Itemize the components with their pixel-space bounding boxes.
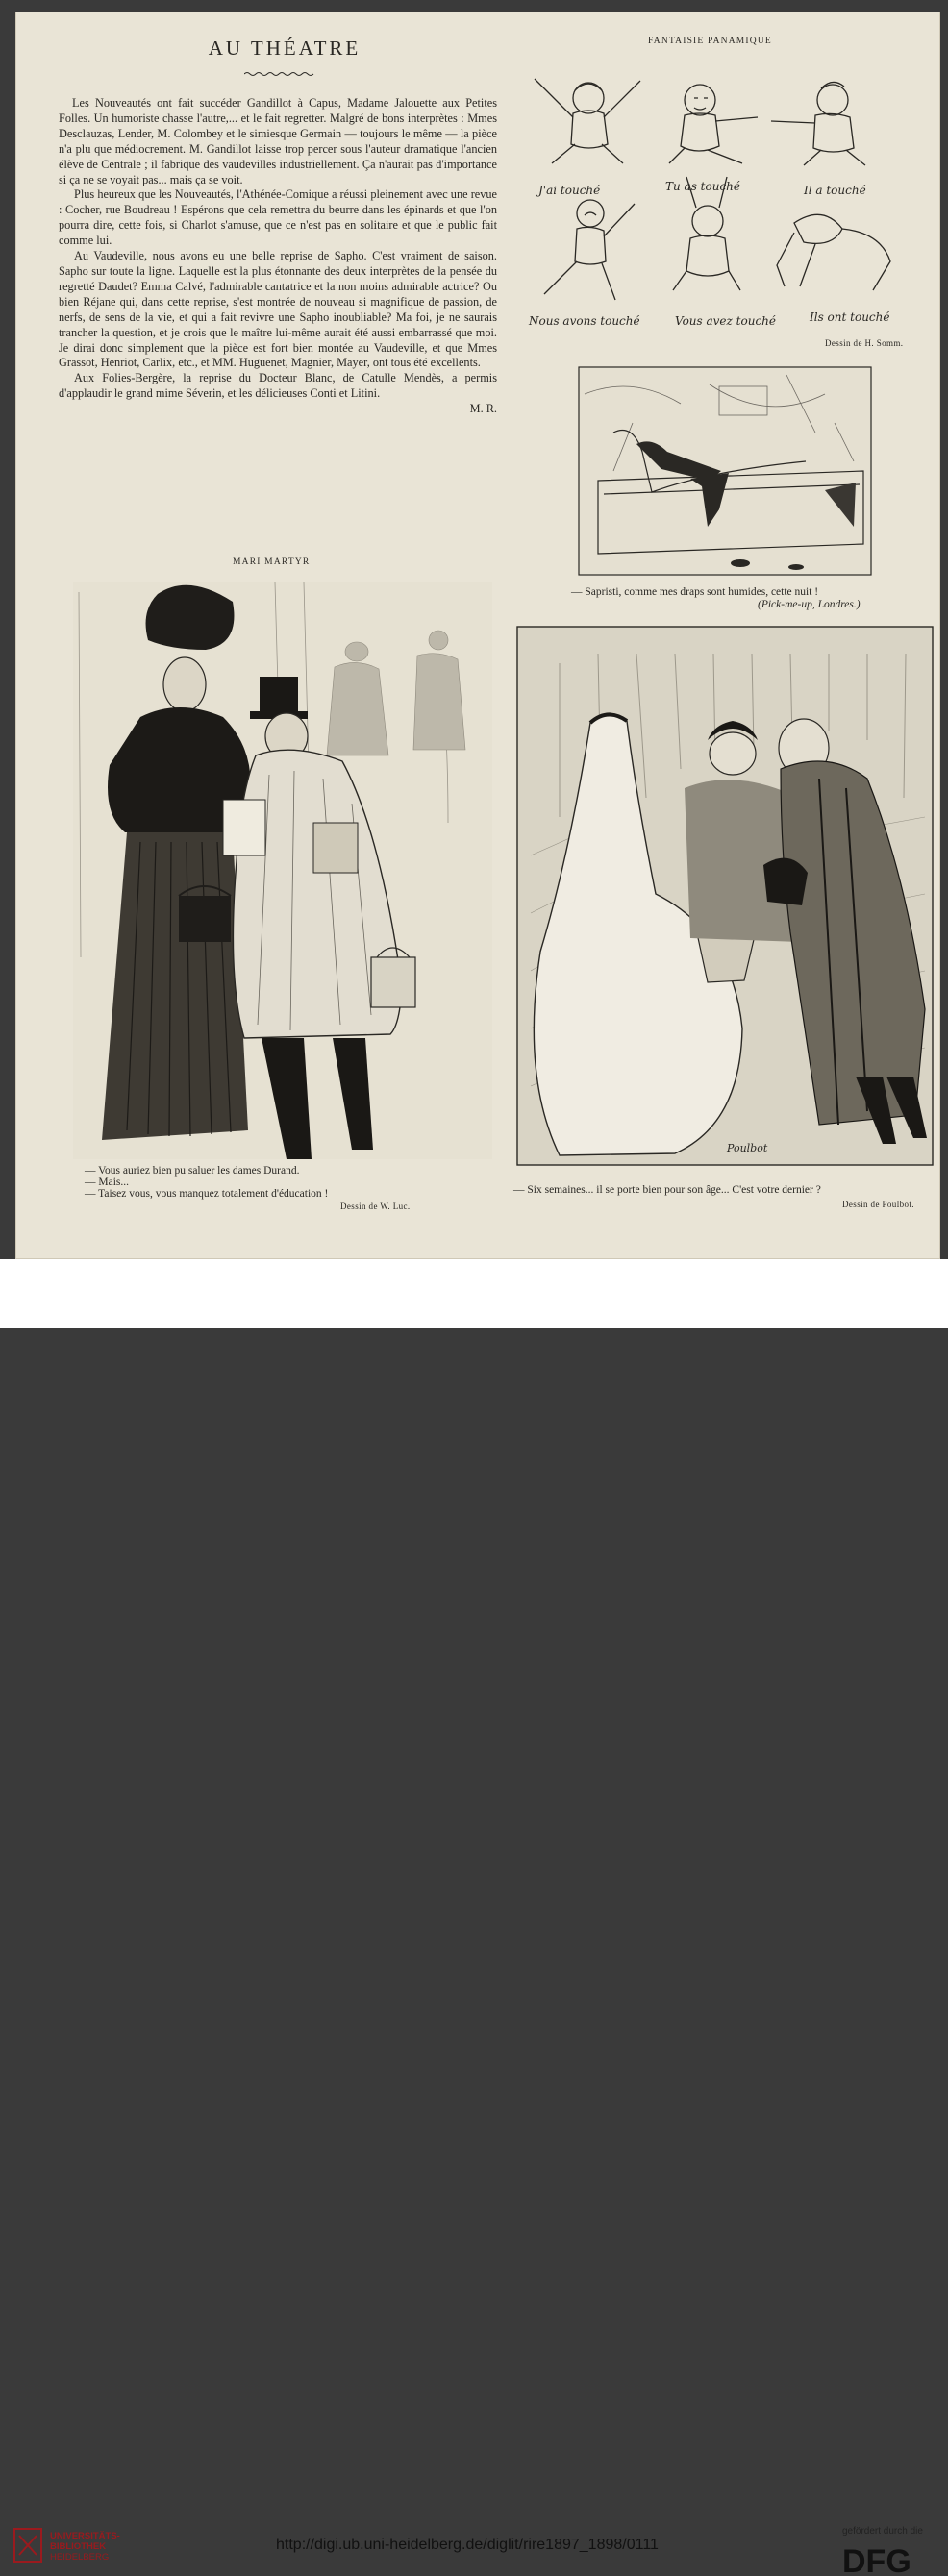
mari-heading: MARI MARTYR	[233, 557, 311, 567]
fantaisie-label: Il a touché	[804, 184, 866, 197]
article-title: AU THÉATRE	[208, 37, 362, 60]
fantaisie-heading: FANTAISIE PANAMIQUE	[648, 37, 772, 46]
fantaisie-sketch	[515, 60, 929, 338]
title-ornament	[244, 71, 317, 77]
institution-line: UNIVERSITÄTS-	[50, 2531, 120, 2541]
institution-line: BIBLIOTHEK	[50, 2541, 107, 2552]
mari-line: — Taisez vous, vous manquez totalement d'éducation !	[85, 1188, 329, 1200]
fantaisie-label: J'ai touché	[538, 184, 601, 197]
fantaisie-credit: Dessin de H. Somm.	[825, 338, 904, 348]
sapristi-source: (Pick-me-up, Londres.)	[758, 599, 861, 610]
article-body	[59, 96, 497, 417]
newspaper-page	[15, 12, 940, 1259]
fantaisie-label: Tu as touché	[665, 180, 740, 193]
fantaisie-label: Nous avons touché	[529, 314, 640, 328]
sapristi-illustration	[575, 365, 875, 579]
poulbot-credit: Dessin de Poulbot.	[842, 1200, 914, 1209]
dfg-logo-text: DFG	[842, 2543, 911, 2576]
institution-line: HEIDELBERG	[50, 2552, 110, 2563]
fantaisie-label: Ils ont touché	[810, 310, 890, 324]
article-paragraph: Aux Folies-Bergère, la reprise du Docteur Blanc, de Catulle Mendès, a permis d'applaudir le grand mime Séverin, et les délicieuses Conti et Litini.	[59, 371, 497, 401]
university-seal-icon	[13, 2528, 42, 2563]
mari-line: — Vous auriez bien pu saluer les dames Durand.	[85, 1165, 300, 1177]
mari-line: — Mais...	[85, 1177, 129, 1188]
fantaisie-label: Vous avez touché	[675, 314, 776, 328]
sapristi-caption: — Sapristi, comme mes draps sont humides, cette nuit !	[571, 586, 819, 598]
article-signature: M. R.	[469, 402, 497, 416]
permalink-url[interactable]: http://digi.ub.uni-heidelberg.de/diglit/rire1897_1898/0111	[276, 2537, 659, 2553]
dfg-logo-icon	[842, 2543, 935, 2576]
article-paragraph: Au Vaudeville, nous avons eu une belle reprise de Sapho. C'est vraiment de saison. Sapho sur toute la ligne. Laquelle est la plus étonnante des deux interprètes de la pensée du regretté Daudet? Emma Calvé, l'admirable cantatrice et la non moins admirable actrice? Ou bien Réjane qui, dans cette reprise, s'est montrée de nouveau si magnifique de passion, de nerfs, de sens de la vie, et qui a fait revivre une Sapho inoubliable? Ma foi, je ne saurais trancher la question, et je crois que le maître lui-même aurait été aussi embarrassé que moi. Je dirai donc simplement que la pièce est fort bien montée au Vaudeville, et que Mmes Grassot, Henriot, Carlix, etc., et MM. Huguenet, Magnier, Mayer, ont tous été excellents.	[59, 249, 497, 370]
institution-name	[50, 2531, 120, 2563]
funding-note: gefördert durch die	[842, 2526, 923, 2537]
poulbot-illustration	[502, 625, 936, 1173]
article-paragraph: Les Nouveautés ont fait succéder Gandillot à Capus, Madame Jalouette aux Petites Folles. Un humoriste chasse l'autre,... et le fait regretter. Malgré de bons interprètes : Mmes Desclauzas, Lender, M. Colombey et le simiesque Germain — toujours le même — la pièce n'a plu que médiocrement. M. Gandillot laisse trop percer sous l'auteur dramatique l'ancien élève de Centrale ; il fabrique des vaudevilles industriellement. Ça n'aurait pas d'importance si ça ne se voyait pas... mais ça se voit.	[59, 96, 497, 186]
viewer-footer	[0, 1259, 948, 2576]
mari-martyr-illustration	[35, 573, 498, 1167]
article-paragraph: Plus heureux que les Nouveautés, l'Athénée-Comique a réussi pleinement avec une revue : Cocher, rue Boudreau ! Espérons que cela remettra du beurre dans les épinards et que l'on pourra dire, cette fois, si Charlot s'amuse, que ce n'est pas en solitaire et que le public fait comme lui.	[59, 187, 497, 248]
mari-credit: Dessin de W. Luc.	[340, 1201, 411, 1211]
poulbot-caption: — Six semaines... il se porte bien pour son âge... C'est votre dernier ?	[513, 1184, 821, 1196]
poulbot-signature: Poulbot	[727, 1142, 768, 1154]
